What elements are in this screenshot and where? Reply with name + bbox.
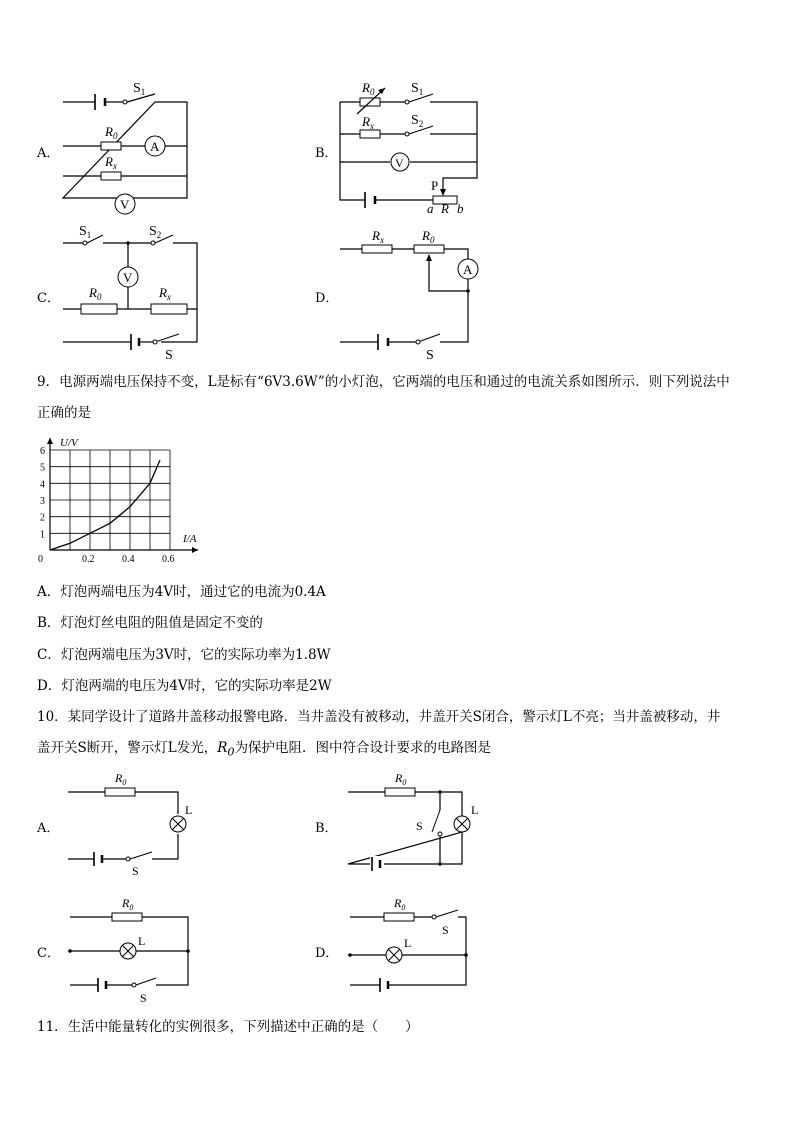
circuit-8d (330, 225, 480, 365)
option-d-label: D． (315, 291, 339, 306)
circuit-10a (60, 770, 210, 880)
svg-text:R0: $R_0$ (394, 896, 406, 912)
svg-text:S1: $S_1$ (411, 81, 424, 97)
y-tick-label: 4 (40, 479, 45, 491)
y-tick-label: 2 (40, 512, 45, 524)
iu-curve (50, 460, 160, 550)
svg-text:Rx: $R_x$ (105, 154, 117, 171)
svg-text:a: a (427, 201, 434, 216)
q9-stem-line1: 9．电源两端电压保持不变，L是标有“6V3.6W”的小灯泡，它两端的电压和通过的电流关系如图所示．则下列说法中 (37, 374, 730, 390)
svg-text:Rx: $R_x$ (372, 228, 384, 245)
q10-stem-line1: 10．某同学设计了道路井盖移动报警电路．当井盖没有被移动，井盖开关S闭合，警示灯L不亮；当井盖被移动，井 (37, 709, 721, 725)
svg-text:R0: $R_0$ (422, 228, 435, 245)
q11-stem: 11．生活中能量转化的实例很多，下列描述中正确的是（ ） (37, 1019, 419, 1035)
circuit-8c (55, 225, 205, 365)
x-tick-label: 0 (38, 554, 43, 565)
chart-xlabel: I/A (183, 533, 197, 545)
q10-option-d-label: D． (315, 946, 339, 961)
svg-text:P: P (431, 178, 439, 193)
q10-stem-line2: 盖开关S断开，警示灯L发光，$R_0$为保护电阻．图中符合设计要求的电路图是 (37, 740, 492, 759)
y-tick-label: 1 (40, 529, 45, 541)
option-b-label: B． (315, 146, 338, 161)
circuit-10d (340, 895, 490, 1005)
option-a-label: A． (37, 146, 60, 161)
x-tick-label: 0.2 (82, 554, 95, 565)
chart-ylabel: U/V (60, 437, 78, 449)
q9-option-c: C．灯泡两端电压为3V时，它的实际功率为1.8W (37, 647, 331, 663)
x-tick-label: 0.4 (122, 554, 135, 565)
svg-text:S: S (165, 348, 173, 363)
svg-text:S2: $S_2$ (411, 113, 424, 129)
q9-option-d: D．灯泡两端的电压为4V时，它的实际功率是2W (37, 678, 332, 694)
svg-text:Rx: $R_x$ (159, 285, 171, 302)
voltmeter-label: V (120, 197, 130, 212)
x-tick-label: 0.6 (162, 554, 175, 565)
svg-text:S: S (442, 923, 449, 937)
q9-stem-line2: 正确的是 (37, 405, 91, 421)
svg-text:b: b (457, 201, 464, 216)
svg-text:S: S (140, 991, 147, 1005)
y-tick-label: 5 (40, 462, 45, 474)
svg-text:R0: $R_0$ (122, 896, 134, 912)
svg-text:S1: $S_1$ (79, 224, 92, 240)
ammeter-label: A (150, 139, 160, 154)
svg-text:L: L (404, 936, 412, 950)
y-axis-arrow (47, 438, 53, 444)
svg-text:R0: $R_0$ (105, 124, 118, 141)
svg-text:L: L (138, 934, 146, 948)
q10-option-b-label: B． (315, 821, 338, 836)
circuit-10b (340, 770, 490, 880)
svg-text:L: L (185, 803, 193, 817)
q9-option-b: B．灯泡灯丝电阻的阻值是固定不变的 (37, 615, 263, 631)
option-c-label: C． (37, 291, 60, 306)
svg-text:R: R (441, 201, 449, 216)
switch-s1-label: $S_1$ (133, 81, 146, 97)
svg-text:S: S (426, 348, 434, 363)
svg-text:R0: $R_0$ (115, 771, 127, 787)
svg-text:S: S (416, 819, 423, 833)
svg-text:L: L (471, 803, 479, 817)
svg-text:S2: $S_2$ (149, 224, 162, 240)
svg-text:Rx: $R_x$ (362, 114, 374, 131)
svg-text:R0: $R_0$ (395, 771, 407, 787)
q10-option-a-label: A． (37, 821, 60, 836)
q10-option-c-label: C． (37, 946, 60, 961)
svg-text:S: S (132, 864, 139, 878)
q9-option-a: A．灯泡两端电压为4V时，通过它的电流为0.4A (37, 584, 326, 600)
y-tick-label: 3 (40, 496, 45, 507)
svg-text:R0: $R_0$ (362, 80, 375, 97)
circuit-10c (60, 895, 210, 1005)
circuit-8b (335, 78, 485, 218)
iu-chart (30, 432, 215, 572)
svg-text:A: A (463, 262, 473, 277)
x-axis-arrow (192, 547, 198, 553)
svg-text:V: V (395, 156, 404, 170)
svg-text:R0: $R_0$ (89, 285, 102, 302)
circuit-8a (55, 78, 205, 218)
y-tick-label: 6 (40, 446, 45, 457)
svg-text:V: V (123, 270, 133, 285)
